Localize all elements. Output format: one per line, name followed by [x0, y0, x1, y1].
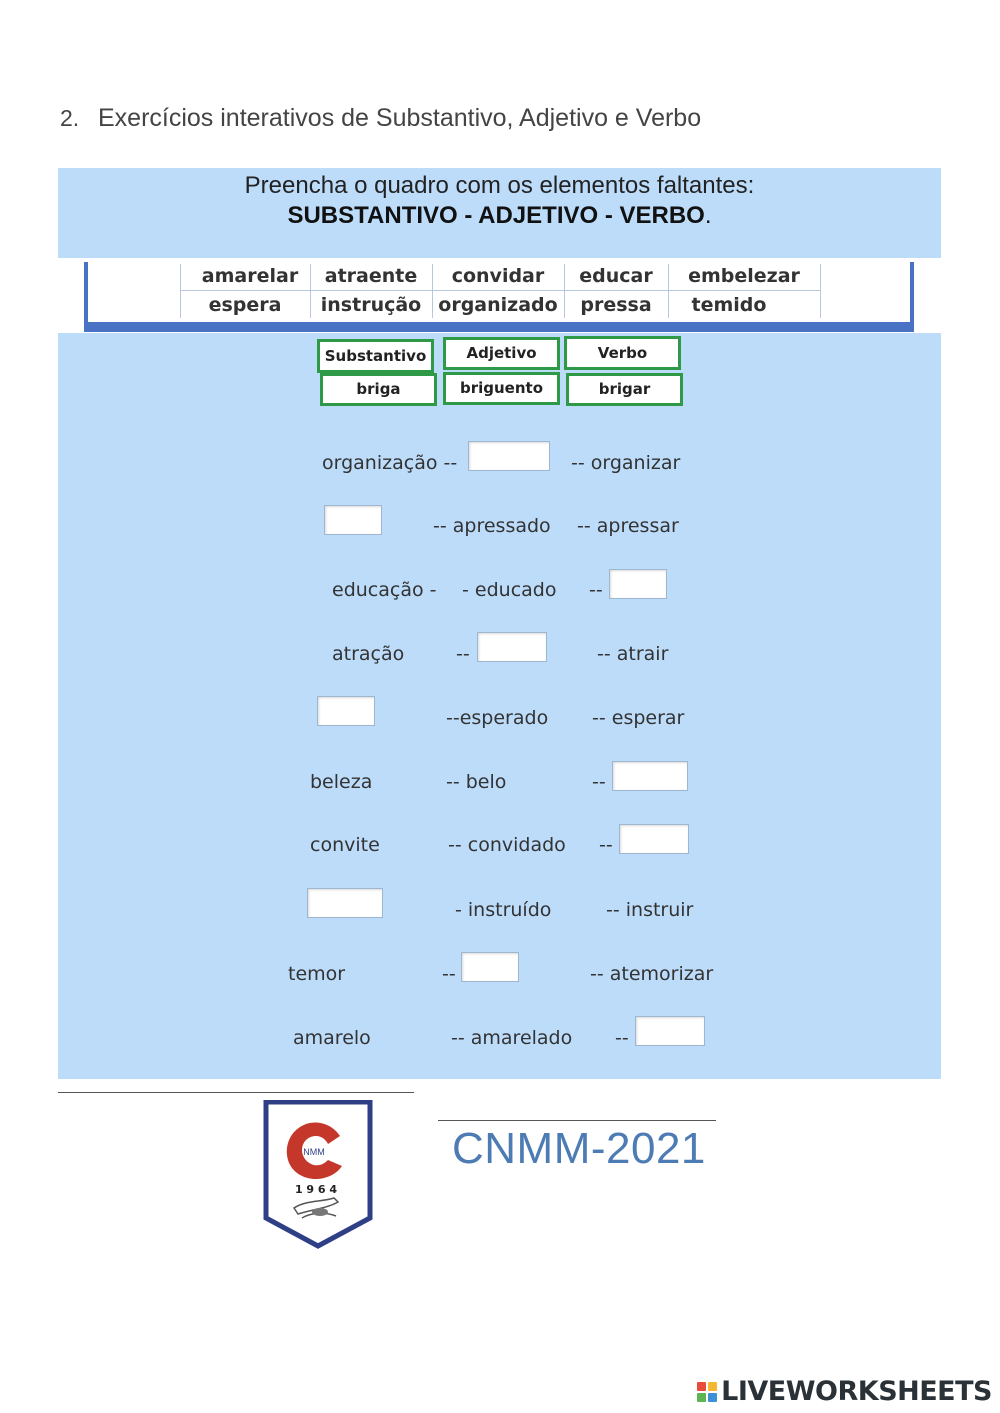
row-7-dash: --: [599, 834, 613, 856]
row-3-dash: --: [589, 579, 603, 601]
example-header-verbo: Verbo: [564, 336, 681, 370]
row-6-noun: beleza: [310, 771, 373, 793]
row-4-noun: atração: [332, 643, 405, 665]
instruction-categories: SUBSTANTIVO - ADJETIVO - VERBO: [287, 202, 705, 229]
row-10-noun: amarelo: [293, 1027, 371, 1049]
example-value-verbo: brigar: [566, 373, 683, 406]
exercise-number: 2.: [60, 105, 80, 131]
row-6-verb-input[interactable]: [612, 761, 688, 791]
row-10-verb-input[interactable]: [635, 1016, 705, 1046]
liveworksheets-brand[interactable]: [697, 1376, 992, 1407]
row-6-adjective: -- belo: [446, 771, 507, 793]
row-9-noun: temor: [288, 963, 346, 985]
row-8-noun-input[interactable]: [307, 888, 383, 918]
instruction-period: .: [704, 202, 712, 229]
row-2-noun-input[interactable]: [324, 505, 382, 535]
footer-rule-left: [58, 1092, 414, 1093]
row-7-adjective: -- convidado: [448, 834, 566, 856]
word-bank-rule: [820, 264, 821, 318]
word-bank-word[interactable]: educar: [579, 265, 653, 287]
liveworksheets-logo-icon: [697, 1382, 717, 1402]
word-bank-word[interactable]: convidar: [451, 265, 545, 287]
word-bank-word[interactable]: espera: [208, 294, 282, 316]
row-5-noun-input[interactable]: [317, 696, 375, 726]
word-bank-word[interactable]: atraente: [324, 265, 418, 287]
row-7-verb-input[interactable]: [619, 824, 689, 854]
word-bank-word[interactable]: pressa: [580, 294, 652, 316]
crest-year: 1 9 6 4: [294, 1183, 338, 1196]
exercise-title: Exercícios interativos de Substantivo, Adjetivo e Verbo: [98, 104, 702, 132]
row-1-noun: organização --: [322, 452, 458, 474]
row-4-adjective-input[interactable]: [477, 632, 547, 662]
row-4-dash: --: [456, 643, 470, 665]
row-2-verb: -- apressar: [577, 515, 679, 537]
exercise-area: [58, 333, 941, 1079]
school-year-label: CNMM-2021: [452, 1124, 706, 1173]
instruction-line-1: Preencha o quadro com os elementos faltantes:: [244, 172, 755, 199]
row-8-adjective: - instruído: [455, 899, 552, 921]
row-10-dash: --: [615, 1027, 629, 1049]
row-3-adjective: - educado: [462, 579, 557, 601]
row-9-adjective-input[interactable]: [461, 952, 519, 982]
word-bank-word[interactable]: temido: [691, 294, 767, 316]
example-value-substantivo: briga: [320, 373, 437, 406]
word-bank-word[interactable]: amarelar: [201, 265, 299, 287]
row-9-dash: --: [442, 963, 456, 985]
instruction-line-2: [58, 202, 941, 230]
exercise-heading: [60, 104, 701, 133]
row-4-verb: -- atrair: [597, 643, 669, 665]
row-1-verb: -- organizar: [571, 452, 681, 474]
row-7-noun: convite: [310, 834, 380, 856]
row-2-adjective: -- apressado: [433, 515, 551, 537]
row-1-adjective-input[interactable]: [468, 441, 550, 471]
footer-rule-right: [438, 1120, 716, 1121]
example-header-substantivo: Substantivo: [317, 339, 434, 373]
example-header-adjetivo: Adjetivo: [443, 337, 560, 370]
word-bank-word[interactable]: embelezar: [688, 265, 800, 287]
word-bank-word[interactable]: organizado: [438, 294, 558, 316]
school-crest: [262, 1100, 374, 1255]
school-crest-icon: [262, 1100, 374, 1250]
word-bank: [84, 262, 914, 332]
row-3-noun: educação -: [332, 579, 437, 601]
row-5-adjective: --esperado: [446, 707, 549, 729]
row-6-dash: --: [592, 771, 606, 793]
instruction-band: [58, 168, 941, 258]
word-bank-word[interactable]: instrução: [320, 294, 422, 316]
row-10-adjective: -- amarelado: [451, 1027, 573, 1049]
crest-letters: NMM: [303, 1147, 325, 1157]
row-5-verb: -- esperar: [592, 707, 685, 729]
row-9-verb: -- atemorizar: [590, 963, 714, 985]
liveworksheets-wordmark: LIVEWORKSHEETS: [721, 1376, 992, 1407]
row-8-verb: -- instruir: [606, 899, 694, 921]
row-3-verb-input[interactable]: [609, 569, 667, 599]
example-value-adjetivo: briguento: [443, 372, 560, 405]
